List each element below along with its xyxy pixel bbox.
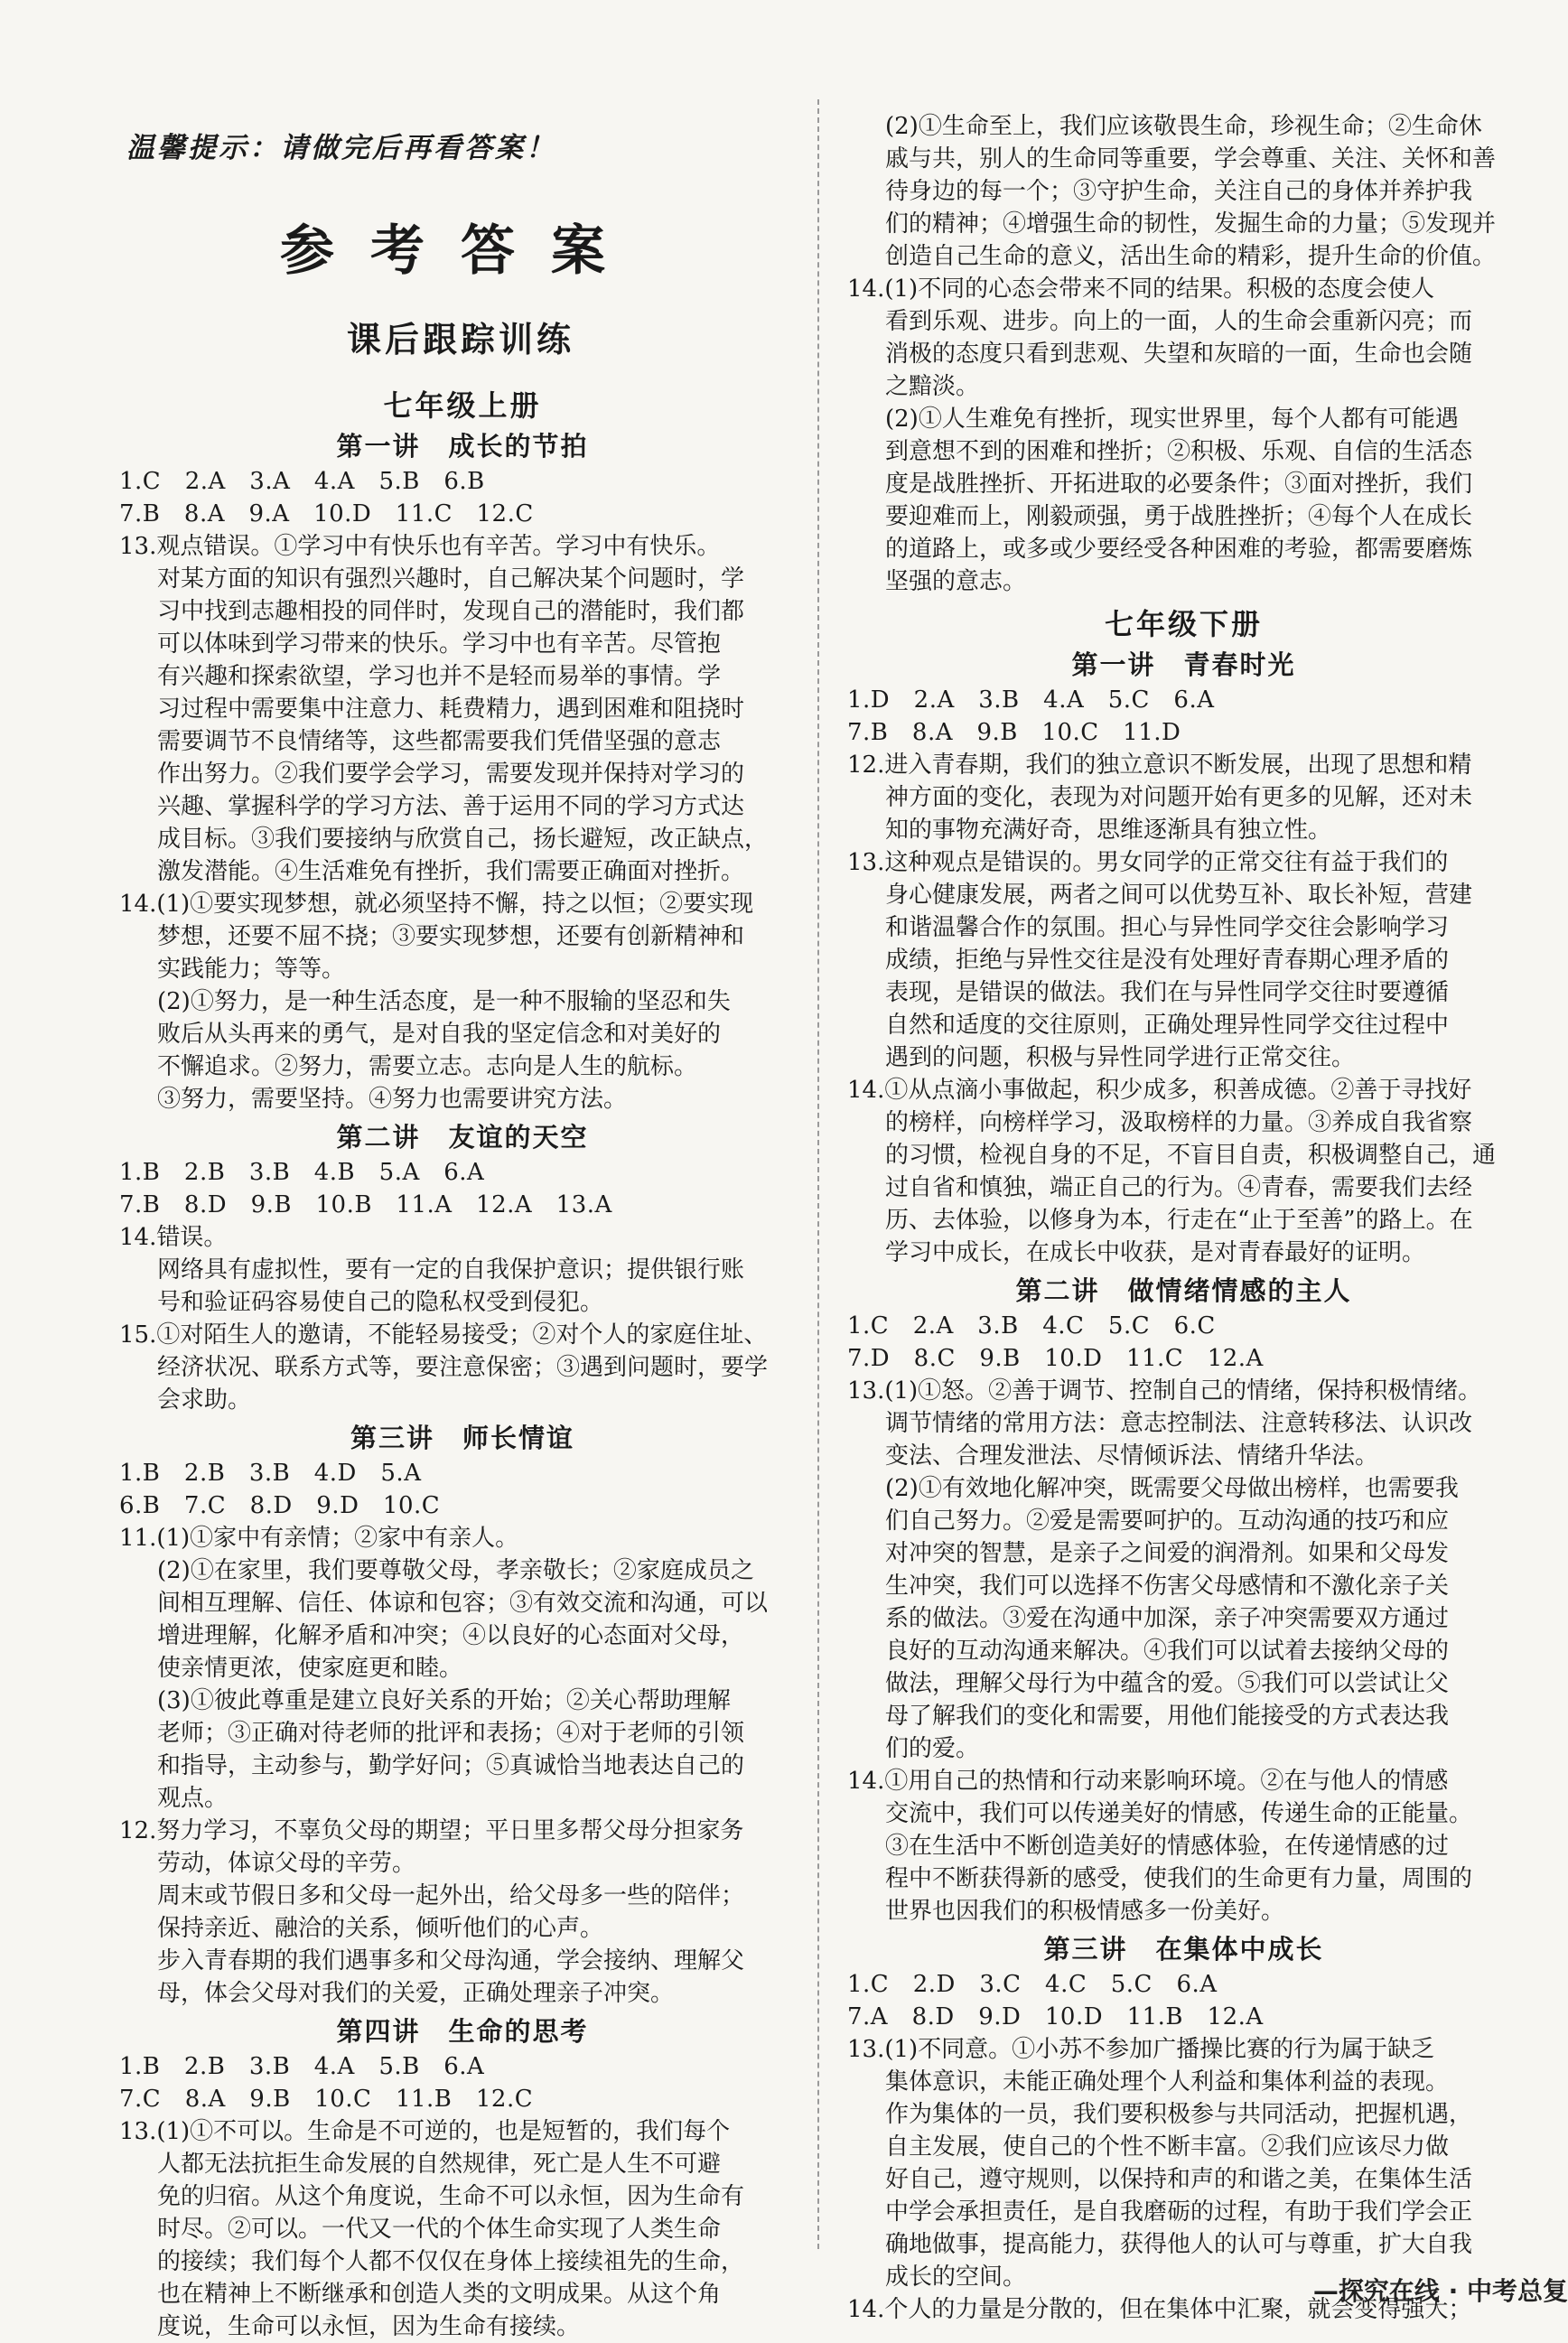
answer-line: 步入青春期的我们遇事多和父母沟通，学会接纳、理解父 [157, 1947, 745, 1974]
grade-heading: 七年级下册 [1104, 607, 1263, 641]
choice-answers-row: 1.C 2.D 3.C 4.C 5.C 6.A [847, 1971, 1218, 1998]
answer-line: ③在生活中不断创造美好的情感体验，在传递情感的过 [885, 1833, 1450, 1860]
answer-line: 要迎难而上，刚毅顽强，勇于战胜挫折；④每个人在成长 [885, 503, 1473, 530]
answer-line: 们自己努力。②爱是需要呵护的。互动沟通的技巧和应 [885, 1508, 1450, 1535]
footer-series-title: —探究在线 · 中考总复 [1312, 2276, 1568, 2306]
answer-line: 度说，生命可以永恒，因为生命有接续。 [157, 2313, 581, 2340]
choice-answers-row: 7.A 8.D 9.D 10.D 11.B 12.A [847, 2003, 1264, 2030]
answer-line: 身心健康发展，两者之间可以优势互补、取长补短，营建 [885, 882, 1473, 909]
answer-line: 表现，是错误的做法。我们在与异性同学交往时要遵循 [885, 979, 1450, 1006]
answer-line: 集体意识，未能正确处理个人利益和集体利益的表现。 [885, 2068, 1450, 2096]
choice-answers-row: 7.B 8.D 9.B 10.B 11.A 12.A 13.A [119, 1191, 612, 1218]
answer-line: 实践能力；等等。 [157, 956, 346, 983]
answer-line: 成绩，拒绝与异性交往是没有处理好青春期心理矛盾的 [885, 947, 1450, 974]
answer-line: 看到乐观、进步。向上的一面，人的生命会重新闪亮；而 [885, 308, 1473, 335]
answer-line: (2)①有效地化解冲突，既需要父母做出榜样，也需要我 [885, 1475, 1459, 1502]
choice-answers-row: 1.D 2.A 3.B 4.A 5.C 6.A [847, 686, 1215, 714]
choice-answers-row: 6.B 7.C 8.D 9.D 10.C [119, 1492, 441, 1519]
answer-line: ③努力，需要坚持。④努力也需要讲究方法。 [157, 1086, 628, 1113]
answer-line: 戚与共，别人的生命同等重要，学会尊重、关注、关怀和善 [885, 145, 1497, 173]
answer-line: (2)①努力，是一种生活态度，是一种不服输的坚忍和失 [157, 988, 731, 1015]
answer-line: 到意想不到的困难和挫折；②积极、乐观、自信的生活态 [885, 438, 1473, 465]
answer-line: 历、去体验，以修身为本，行走在“止于至善”的路上。在 [885, 1207, 1473, 1234]
answer-line: 们的精神；④增强生命的韧性，发掘生命的力量；⑤发现并 [885, 210, 1497, 238]
answer-line: 使亲情更浓，使家庭更和睦。 [157, 1655, 463, 1682]
choice-answers-row: 1.B 2.B 3.B 4.A 5.B 6.A [119, 2053, 485, 2080]
lesson-heading: 第一讲 青春时光 [1071, 649, 1296, 680]
choice-answers-row: 1.B 2.B 3.B 4.B 5.A 6.A [119, 1159, 485, 1186]
answer-line: 14.错误。 [119, 1224, 228, 1251]
answer-line: 也在精神上不断继承和创造人类的文明成果。从这个角 [157, 2281, 722, 2308]
lesson-heading: 第一讲 成长的节拍 [336, 431, 589, 462]
answer-line: (2)①在家里，我们要尊敬父母，孝亲敬长；②家庭成员之 [157, 1557, 754, 1584]
answer-line: 14.①从点滴小事做起，积少成多，积善成德。②善于寻找好 [847, 1077, 1472, 1104]
answer-line: 14.(1)①要实现梦想，就必须坚持不懈，持之以恒；②要实现 [119, 891, 754, 918]
answer-line: 13.(1)①怒。②善于调节、控制自己的情绪，保持积极情绪。 [847, 1377, 1482, 1405]
answer-line: 们的爱。 [885, 1735, 980, 1762]
answer-line: 间相互理解、信任、体谅和包容；③有效交流和沟通，可以 [157, 1590, 769, 1617]
grade-heading: 七年级上册 [383, 388, 542, 423]
answer-line: 坚强的意志。 [885, 568, 1027, 595]
answer-line: 13.观点错误。①学习中有快乐也有辛苦。学习中有快乐。 [119, 533, 721, 560]
answer-line: 劳动，体谅父母的辛劳。 [157, 1850, 416, 1877]
choice-answers-row: 7.C 8.A 9.B 10.C 11.B 12.C [119, 2086, 534, 2113]
answer-line: 对某方面的知识有强烈兴趣时，自己解决某个问题时，学 [157, 565, 745, 593]
answer-line: 变法、合理发泄法、尽情倾诉法、情绪升华法。 [885, 1442, 1379, 1470]
choice-answers-row: 1.B 2.B 3.B 4.D 5.A [119, 1460, 422, 1487]
page-title: 参考答案 [280, 219, 641, 283]
answer-line: 的道路上，或多或少要经受各种困难的考验，都需要磨炼 [885, 536, 1473, 563]
answer-line: 母，体会父母对我们的关爱，正确处理亲子冲突。 [157, 1980, 675, 2007]
answer-line: 梦想，还要不屈不挠；③要实现梦想，还要有创新精神和 [157, 923, 745, 950]
answer-line: 有兴趣和探索欲望，学习也并不是轻而易举的事情。学 [157, 663, 722, 690]
answer-line: 不懈追求。②努力，需要立志。志向是人生的航标。 [157, 1053, 698, 1080]
lesson-heading: 第三讲 师长情谊 [350, 1423, 574, 1453]
answer-line: 对冲突的智慧，是亲子之间爱的润滑剂。如果和父母发 [885, 1540, 1450, 1567]
answer-line: 做法，理解父母行为中蕴含的爱。⑤我们可以尝试让父 [885, 1670, 1450, 1697]
left-column [119, 379, 806, 2343]
answer-line: 世界也因我们的积极情感多一份美好。 [885, 1898, 1285, 1925]
answer-line: 老师；③正确对待老师的批评和表扬；④对于老师的引领 [157, 1720, 745, 1747]
answer-line: 创造自己生命的意义，活出生命的精彩，提升生命的价值。 [885, 243, 1497, 270]
answer-line: 14.①用自己的热情和行动来影响环境。②在与他人的情感 [847, 1768, 1449, 1795]
answer-line: 网络具有虚拟性，要有一定的自我保护意识；提供银行账 [157, 1256, 745, 1284]
answer-line: 调节情绪的常用方法：意志控制法、注意转移法、认识改 [885, 1410, 1473, 1437]
answer-line: (2)①生命至上，我们应该敬畏生命，珍视生命；②生命休 [885, 113, 1482, 140]
answer-line: 成目标。③我们要接纳与欣赏自己，扬长避短，改正缺点， [157, 826, 769, 853]
choice-answers-row: 7.B 8.A 9.A 10.D 11.C 12.C [119, 500, 534, 527]
column-divider [817, 99, 819, 2249]
choice-answers-row: 7.D 8.C 9.B 10.D 11.C 12.A [847, 1345, 1264, 1372]
answer-line: 程中不断获得新的感受，使我们的生命更有力量，周围的 [885, 1865, 1473, 1892]
answer-line: 确地做事，提高能力，获得他人的认可与尊重，扩大自我 [885, 2231, 1473, 2258]
answer-line: 作出努力。②我们要学会学习，需要发现并保持对学习的 [157, 761, 745, 788]
answer-line: 12.努力学习，不辜负父母的期望；平日里多帮父母分担家务 [119, 1817, 744, 1844]
answer-line: 经济状况、联系方式等，要注意保密；③遇到问题时，要学 [157, 1354, 769, 1381]
choice-answers-row: 1.C 2.A 3.B 4.C 5.C 6.C [847, 1312, 1216, 1340]
answer-line: 学习中成长，在成长中收获，是对青春最好的证明。 [885, 1239, 1426, 1266]
answer-line: 自主发展，使自己的个性不断丰富。②我们应该尽力做 [885, 2133, 1450, 2161]
answer-line: 度是战胜挫折、开拓进取的必要条件；③面对挫折，我们 [885, 471, 1473, 498]
section-title: 课后跟踪训练 [346, 319, 574, 359]
answer-line: 遇到的问题，积极与异性同学进行正常交往。 [885, 1044, 1356, 1071]
answer-line: 生冲突，我们可以选择不伤害父母感情和不激化亲子关 [885, 1573, 1450, 1600]
answer-line: 11.(1)①家中有亲情；②家中有亲人。 [119, 1525, 519, 1552]
choice-answers-row: 7.B 8.A 9.B 10.C 11.D [847, 719, 1181, 746]
lesson-heading: 第三讲 在集体中成长 [1043, 1934, 1324, 1965]
answer-line: 可以体味到学习带来的快乐。学习中也有辛苦。尽管抱 [157, 630, 722, 658]
answer-line: 14.(1)不同的心态会带来不同的结果。积极的态度会使人 [847, 275, 1435, 303]
answer-line: 需要调节不良情绪等，这些都需要我们凭借坚强的意志 [157, 728, 722, 755]
answer-line: 13.(1)①不可以。生命是不可逆的，也是短暂的，我们每个 [119, 2118, 731, 2145]
answer-line: 13.这种观点是错误的。男女同学的正常交往有益于我们的 [847, 849, 1449, 876]
answer-line: 兴趣、掌握科学的学习方法、善于运用不同的学习方式达 [157, 793, 745, 820]
answer-line: 之黯淡。 [885, 373, 980, 400]
answer-line: 自然和适度的交往原则，正确处理异性同学交往过程中 [885, 1012, 1450, 1039]
answer-line: 习过程中需要集中注意力、耗费精力，遇到困难和阻挠时 [157, 695, 745, 723]
answer-line: (3)①彼此尊重是建立良好关系的开始；②关心帮助理解 [157, 1687, 731, 1714]
answer-line: 人都无法抗拒生命发展的自然规律，死亡是人生不可避 [157, 2151, 722, 2178]
answer-line: 15.①对陌生人的邀请，不能轻易接受；②对个人的家庭住址、 [119, 1321, 768, 1349]
answer-line: 的习惯，检视自身的不足，不盲目自责，积极调整自己，通 [885, 1142, 1497, 1169]
answer-line: 系的做法。③爱在沟通中加深，亲子冲突需要双方通过 [885, 1605, 1450, 1632]
answer-line: 习中找到志趣相投的同伴时，发现自己的潜能时，我们都 [157, 598, 745, 625]
answer-line: 成长的空间。 [885, 2264, 1027, 2291]
answer-line: 良好的互动沟通来解决。④我们可以试着去接纳父母的 [885, 1638, 1450, 1665]
answer-line: 12.进入青春期，我们的独立意识不断发展，出现了思想和精 [847, 751, 1472, 779]
answer-line: 败后从头再来的勇气，是对自我的坚定信念和对美好的 [157, 1021, 722, 1048]
choice-answers-row: 1.C 2.A 3.A 4.A 5.B 6.B [119, 468, 485, 495]
answer-line: 交流中，我们可以传递美好的情感，传递生命的正能量。 [885, 1800, 1473, 1827]
answer-line: 会求助。 [157, 1386, 252, 1414]
answer-line: 13.(1)不同意。①小苏不参加广播操比赛的行为属于缺乏 [847, 2036, 1435, 2063]
answer-line: 消极的态度只看到悲观、失望和灰暗的一面，生命也会随 [885, 341, 1473, 368]
answer-line: 的榜样，向榜样学习，汲取榜样的力量。③养成自我省察 [885, 1109, 1473, 1136]
answer-line: 和指导，主动参与，勤学好问；⑤真诚恰当地表达自己的 [157, 1752, 745, 1779]
lesson-heading: 第二讲 做情绪情感的主人 [1015, 1275, 1352, 1306]
answer-line: 好自己，遵守规则，以保持和声的和谐之美，在集体生活 [885, 2166, 1473, 2193]
answer-line: 观点。 [157, 1785, 229, 1812]
answer-line: 14.个人的力量是分散的，但在集体中汇聚，就会变得强大； [847, 2296, 1472, 2323]
answer-line: 中学会承担责任，是自我磨砺的过程，有助于我们学会正 [885, 2198, 1473, 2226]
answer-line: 激发潜能。④生活难免有挫折，我们需要正确面对挫折。 [157, 858, 745, 885]
answer-line: (2)①人生难免有挫折，现实世界里，每个人都有可能遇 [885, 406, 1459, 433]
lesson-heading: 第二讲 友谊的天空 [336, 1122, 589, 1153]
answer-line: 和谐温馨合作的氛围。担心与异性同学交往会影响学习 [885, 914, 1450, 941]
answer-line: 周末或节假日多和父母一起外出，给父母多一些的陪伴； [157, 1882, 745, 1909]
answer-line: 过自省和慎独，端正自己的行为。④青春，需要我们去经 [885, 1174, 1473, 1201]
answer-line: 神方面的变化，表现为对问题开始有更多的见解，还对未 [885, 784, 1473, 811]
answer-line: 时尽。②可以。一代又一代的个体生命实现了人类生命 [157, 2216, 722, 2243]
answer-line: 号和验证码容易使自己的隐私权受到侵犯。 [157, 1289, 604, 1316]
answer-line: 保持亲近、融洽的关系，倾听他们的心声。 [157, 1915, 604, 1942]
answer-line: 作为集体的一员，我们要积极参与共同活动，把握机遇， [885, 2101, 1473, 2128]
right-column [847, 110, 1520, 2326]
answer-line: 的接续；我们每个人都不仅仅在身体上接续祖先的生命， [157, 2248, 745, 2275]
answer-line: 增进理解，化解矛盾和冲突；④以良好的心态面对父母， [157, 1622, 745, 1649]
answer-line: 母了解我们的变化和需要，用他们能接受的方式表达我 [885, 1703, 1450, 1730]
reminder-banner: 温馨提示：请做完后再看答案！ [126, 132, 556, 164]
lesson-heading: 第四讲 生命的思考 [336, 2016, 589, 2047]
answer-line: 免的归宿。从这个角度说，生命不可以永恒，因为生命有 [157, 2183, 745, 2210]
answer-line: 知的事物充满好奇，思维逐渐具有独立性。 [885, 817, 1332, 844]
answer-line: 待身边的每一个；③守护生命，关注自己的身体并养护我 [885, 178, 1473, 205]
